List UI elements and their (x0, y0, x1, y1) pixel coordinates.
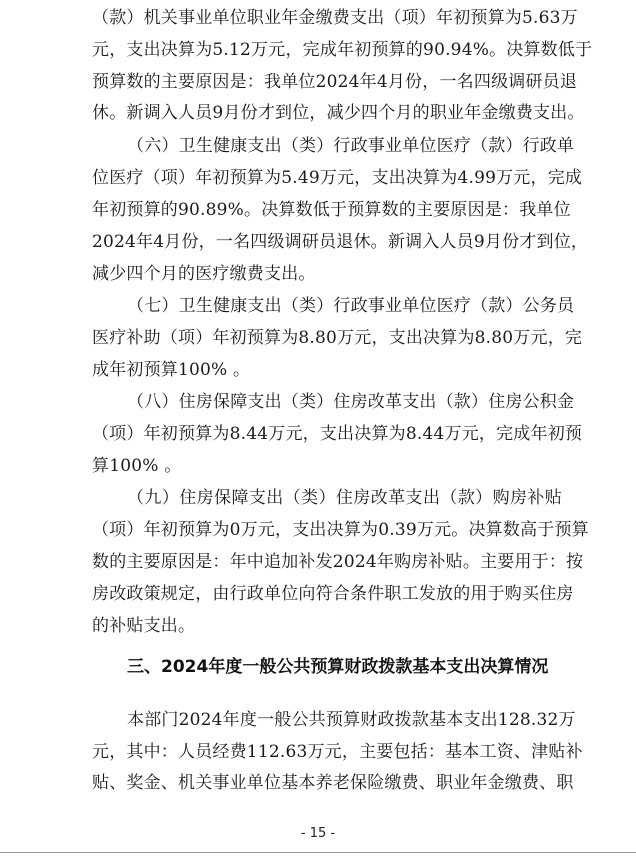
paragraph-line: （七）卫生健康支出（类）行政事业单位医疗（款）公务员 (127, 296, 575, 316)
paragraph-line: 成年初预算100% 。 (92, 360, 251, 380)
paragraph-line: （项）年初预算为0万元，支出决算为0.39万元。决算数高于预算 (92, 520, 589, 540)
paragraph-line: （六）卫生健康支出（类）行政事业单位医疗（款）行政单 (127, 136, 575, 156)
paragraph-line: 元，其中：人员经费112.63万元，主要包括：基本工资、津贴补 (92, 742, 583, 762)
paragraph-line: 元，支出决算为5.12万元，完成年初预算的90.94%。决算数低于 (92, 40, 593, 60)
section-heading: 三、2024年度一般公共预算财政拨款基本支出决算情况 (127, 657, 549, 677)
paragraph-line: 年初预算的90.89%。决算数低于预算数的主要原因是：我单位 (92, 200, 571, 220)
paragraph-line: （九）住房保障支出（类）住房改革支出（款）购房补贴 (127, 488, 562, 508)
paragraph-line: （八）住房保障支出（类）住房改革支出（款）住房公积金 (127, 392, 575, 412)
footer-divider (0, 852, 636, 853)
paragraph-line: （项）年初预算为8.44万元，支出决算为8.44万元，完成年初预 (92, 424, 583, 444)
paragraph-line: （款）机关事业单位职业年金缴费支出（项）年初预算为5.63万 (92, 8, 578, 28)
paragraph-line: 休。新调入人员9月份才到位，减少四个月的职业年金缴费支出。 (92, 103, 585, 123)
paragraph-line: 算100% 。 (92, 456, 182, 476)
paragraph-line: 本部门2024年度一般公共预算财政拨款基本支出128.32万 (127, 710, 576, 730)
paragraph-line: 医疗补助（项）年初预算为8.80万元，支出决算为8.80万元，完 (92, 328, 583, 348)
paragraph-line: 的补贴支出。 (92, 616, 196, 636)
paragraph-line: 位医疗（项）年初预算为5.49万元，支出决算为4.99万元，完成 (92, 168, 583, 188)
paragraph-line: 减少四个月的医疗缴费支出。 (92, 264, 316, 284)
paragraph-line: 房改政策规定，由行政单位向符合条件职工发放的用于购买住房 (92, 584, 574, 604)
paragraph-line: 2024年4月份，一名四级调研员退休。新调入人员9月份才到位， (92, 232, 589, 252)
paragraph-line: 贴、奖金、机关事业单位基本养老保险缴费、职业年金缴费、职 (92, 773, 574, 793)
paragraph-line: 数的主要原因是：年中追加补发2024年购房补贴。主要用于：按 (92, 552, 584, 572)
paragraph-line: 预算数的主要原因是：我单位2024年4月份，一名四级调研员退 (92, 72, 578, 92)
page-number: - 15 - (300, 826, 336, 841)
